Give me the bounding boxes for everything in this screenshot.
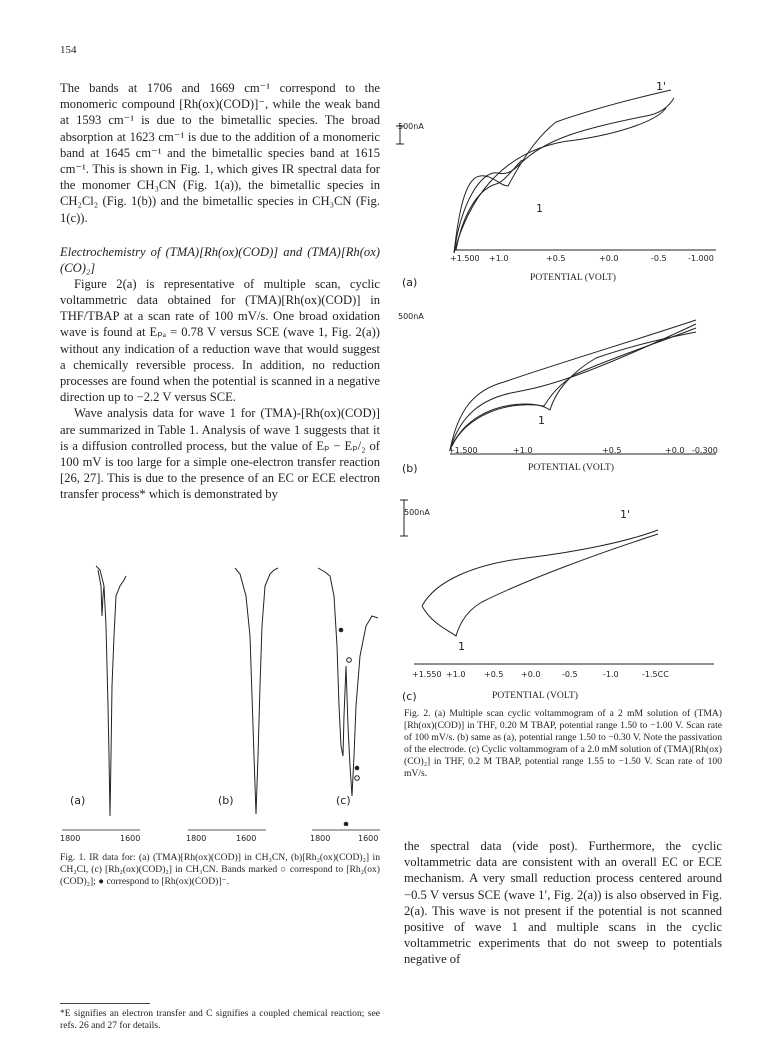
figure-1-caption: Fig. 1. IR data for: (a) (TMA)[Rh(ox)(COD)] in CH₃CN, (b)[Rh₂(ox)(COD)₂] in CH₂Cl, (c) [Rh₂(ox)(COD)₂] in CH₃CN. Bands marked ○ correspond to [Rh₂(ox)(COD)₂]; ● correspond to [Rh(ox)(COD)]⁻.	[60, 852, 380, 887]
axis-tick: +0.0	[599, 254, 619, 263]
axis-tick: +0.5	[546, 254, 566, 263]
axis-title: POTENTIAL (VOLT)	[492, 690, 578, 701]
cv-curve	[454, 98, 674, 253]
axis-tick: -1.0	[603, 670, 619, 679]
fig1-tick: 1600	[120, 834, 141, 843]
cv-curve	[454, 108, 666, 253]
spectrum-a	[96, 566, 126, 816]
axis-tick: +1.0	[489, 254, 509, 263]
cv-curve	[452, 328, 696, 446]
fig1-tick: 1600	[358, 834, 379, 843]
paragraph: the spectral data (vide post). Furthermore, the cyclic voltammetric data are consistent with an overall EC or ECE mechanism. A very small reduction process centered around −0.5 V versus SCE (wave 1′, Fig. 2(a)) is also observed in Fig. 2(a). This wave is not present if the potential is not scanned positive of wave 1 and multiple scans in the cyclic voltammetric experiments that do not sweep to potentials negative of	[404, 839, 722, 967]
cv-curve	[450, 320, 696, 450]
cv-curve	[450, 324, 696, 450]
figure-2-caption: Fig. 2. (a) Multiple scan cyclic voltammogram of a 2 mM solution of (TMA)[Rh(ox)(COD)] in THF, 0.20 M TBAP, potential range 1.50 to −1.00 V. Scan rate of 100 mV/s. (b) same as (a), potential range 1.50 to −0.30 V. Note the passivation of the electrode. (c) Cyclic voltammogram of a 2.0 mM solution of (TMA)[Rh(ox)(CO)₂] in THF, 0.2 M TBAP, potential range 1.55 to −1.50 V. Scan rate of 100 mV/s.	[404, 708, 722, 779]
axis-tick: +1.0	[513, 446, 533, 455]
axis-tick: +1.0	[446, 670, 466, 679]
axis-tick: -1.000	[688, 254, 714, 263]
axis-tick: +0.0	[665, 446, 685, 455]
section-heading: Electrochemistry of (TMA)[Rh(ox)(COD)] and (TMA)[Rh(ox)(CO)₂]	[60, 244, 380, 275]
paragraph: Wave analysis data for wave 1 for (TMA)-[Rh(ox)(COD)] are summarized in Table 1. Analysis of wave 1 suggests that it is a diffusion controlled process, but the value of Eₚ − Eₚ/₂ of 100 mV is too large for a simple one-electron transfer reaction [26, 27]. This is due to the presence of an EC or ECE electron transfer process* which is demonstrated by	[60, 406, 380, 502]
wave-label: 1	[458, 640, 465, 653]
spectrum-c	[318, 568, 378, 796]
footnote-rule	[60, 1003, 150, 1004]
cv-curve	[454, 90, 671, 253]
wave-label: 1'	[656, 80, 667, 93]
axis-tick: +1.500	[450, 254, 480, 263]
axis-title: POTENTIAL (VOLT)	[528, 462, 614, 473]
cv-curve	[450, 332, 696, 450]
fig2-panel-label-a: (a)	[402, 276, 418, 289]
fig1-panel-label-c: (c)	[336, 794, 351, 807]
axis-tick: -1.5CC	[642, 670, 669, 679]
axis-tick: -0.300	[692, 446, 718, 455]
fig1-panel-label-a: (a)	[70, 794, 86, 807]
paragraph: Figure 2(a) is representative of multiple scan, cyclic voltammetric data obtained for (TMA)[Rh(ox)(COD)] in THF/TBAP at a scan rate of 100 mV/s. One broad oxidation wave is found at Eₚₐ = 0.78 V versus SCE (wave 1, Fig. 2(a)) without any indication of a reduction wave that would suggest a chemically reversible process. In addition, no reduction processes are found when the potential is scanned in a negative direction up to −2.2 V versus SCE.	[60, 276, 380, 405]
fig2-panel-label-b: (b)	[402, 462, 418, 475]
spectrum-a-detail	[98, 570, 104, 616]
open-marker	[355, 776, 360, 781]
scale-bar-label: 500nA	[404, 508, 430, 517]
wave-label: 1	[538, 414, 545, 427]
fig1-panel-label-b: (b)	[218, 794, 234, 807]
paragraph: The bands at 1706 and 1669 cm⁻¹ correspond to the monomeric compound [Rh(ox)(COD)]⁻, while the weak band at 1593 cm⁻¹ is due to the bimetallic species. The broad absorption at 1623 cm⁻¹ is due to the addition of a monomeric band at 1645 cm⁻¹ and the bimetallic species band at 1615 cm⁻¹. This is shown in Fig. 1, which gives IR spectral data for the monomer CH₃CN (Fig. 1(a)), the bimetallic species in CH₂Cl₂ (Fig. 1(b)) and the bimetallic species in CH₃CN (Fig. 1(c)).	[60, 81, 380, 225]
axis-tick: -0.5	[651, 254, 667, 263]
figure-2b-voltammogram	[396, 300, 726, 470]
open-marker	[347, 658, 352, 663]
right-column	[404, 838, 722, 968]
cv-curve	[422, 534, 658, 636]
fig1-tick: 1800	[186, 834, 207, 843]
scale-bar-label: 500nA	[398, 312, 424, 321]
spectrum-b	[235, 568, 278, 814]
axis-tick: +1.550	[412, 670, 442, 679]
axis-tick: -0.5	[562, 670, 578, 679]
wave-label: 1'	[620, 508, 631, 521]
fig1-tick: 1800	[310, 834, 331, 843]
filled-marker	[339, 628, 344, 633]
filled-marker	[355, 766, 360, 771]
fig2-panel-label-c: (c)	[402, 690, 417, 703]
cv-curve	[422, 530, 658, 606]
footnote: *E signifies an electron transfer and C signifies a coupled chemical reaction; see refs. 26 and 27 for details.	[60, 1008, 380, 1031]
fig1-tick: 1800	[60, 834, 81, 843]
axis-tick: +0.5	[602, 446, 622, 455]
axis-title: POTENTIAL (VOLT)	[530, 272, 616, 283]
fig1-tick: 1600	[236, 834, 257, 843]
figure-1-ir-spectra	[60, 556, 390, 826]
axis-tick: +1.500	[448, 446, 478, 455]
left-column	[60, 80, 380, 503]
axis-tick: +0.0	[521, 670, 541, 679]
figure-2a-voltammogram	[396, 78, 726, 268]
fig1-axis-ticks	[60, 826, 390, 834]
axis-tick: +0.5	[484, 670, 504, 679]
scale-bar-label: 500nA	[398, 122, 424, 131]
figure-2c-voltammogram	[396, 494, 726, 670]
wave-label: 1	[536, 202, 543, 215]
page-number: 154	[60, 44, 77, 56]
